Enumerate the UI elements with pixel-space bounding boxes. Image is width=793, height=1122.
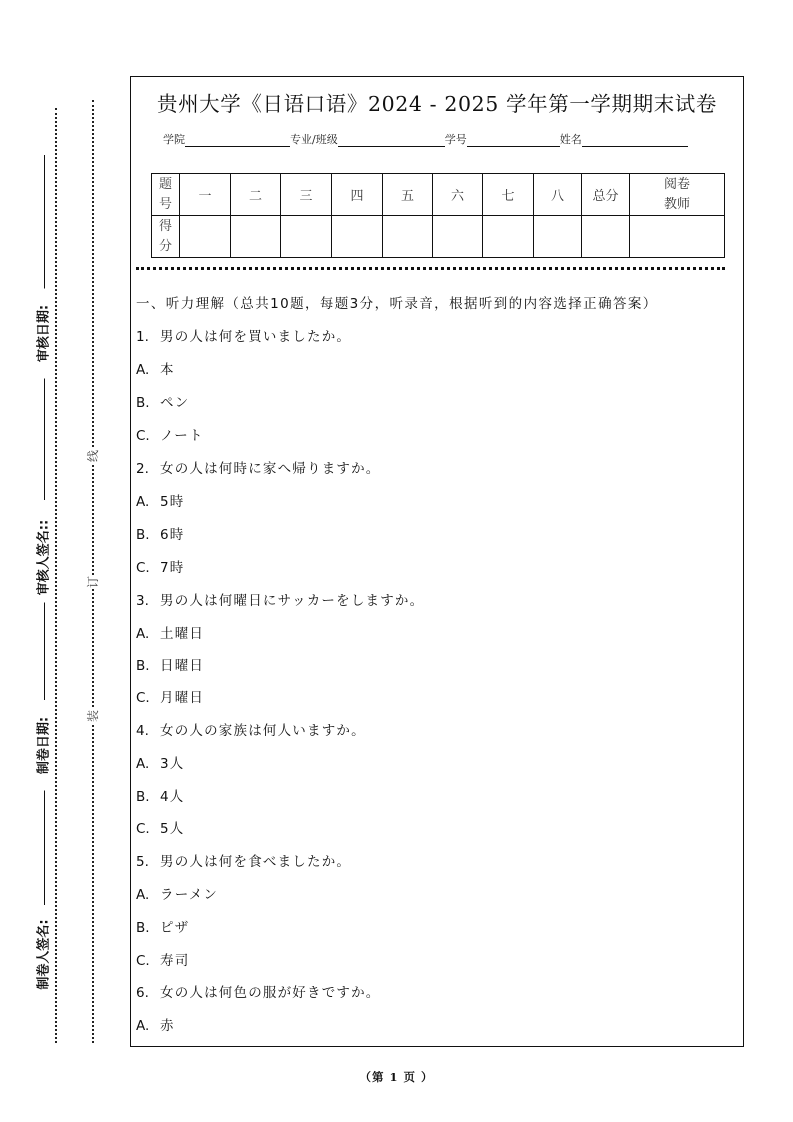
question-text: 男の人は何曜日にサッカーをしますか。 — [160, 593, 425, 609]
option-4c[interactable] — [136, 817, 185, 837]
option-text: 5人 — [160, 821, 185, 837]
option-text: ピザ — [160, 920, 190, 936]
option-text: 赤 — [160, 1018, 175, 1034]
question-text: 女の人は何色の服が好きですか。 — [160, 985, 381, 1001]
option-letter: A. — [136, 362, 150, 378]
binding-char-bind: 装 — [86, 710, 100, 723]
option-text: 日曜日 — [160, 658, 205, 674]
option-text: 6時 — [160, 527, 185, 543]
option-letter: C. — [136, 560, 150, 576]
question-text: 男の人は何を食べましたか。 — [160, 854, 352, 870]
option-letter: B. — [136, 789, 150, 805]
col-header-8: 八 — [534, 174, 582, 216]
score-cell-7[interactable] — [483, 216, 534, 258]
question-5 — [136, 850, 351, 870]
score-table — [151, 173, 725, 258]
binding-char-line: 线 — [86, 450, 100, 463]
col-header-grader — [630, 174, 725, 216]
reviewer-signature-line — [44, 362, 45, 500]
preparer-signature-label: 制卷人签名: — [33, 910, 52, 1000]
col-header-6: 六 — [433, 174, 483, 216]
dotted-separator — [136, 267, 725, 270]
option-text: 月曜日 — [160, 690, 205, 706]
option-letter: A. — [136, 887, 150, 903]
col-header-total: 总分 — [582, 174, 630, 216]
question-1 — [136, 325, 351, 345]
row-label-char: 分 — [158, 238, 172, 254]
question-number: 5. — [136, 854, 149, 870]
major-class-field[interactable] — [338, 134, 445, 147]
option-letter: B. — [136, 527, 150, 543]
question-text: 男の人は何を買いましたか。 — [160, 329, 352, 345]
option-5b[interactable] — [136, 916, 189, 936]
col-header-3: 三 — [281, 174, 332, 216]
score-cell-6[interactable] — [433, 216, 483, 258]
option-text: ペン — [160, 395, 190, 411]
score-cell-4[interactable] — [332, 216, 383, 258]
question-number-header — [152, 174, 180, 216]
option-2a[interactable] — [136, 490, 185, 510]
score-table-header-row — [152, 174, 725, 216]
question-number: 4. — [136, 723, 149, 739]
prepare-date-line — [44, 775, 45, 905]
option-text: ラーメン — [160, 887, 219, 903]
score-cell-8[interactable] — [534, 216, 582, 258]
option-3a[interactable] — [136, 622, 204, 642]
binding-char-staple: 订 — [86, 576, 100, 589]
option-letter: C. — [136, 953, 150, 969]
option-3c[interactable] — [136, 686, 204, 706]
student-id-field[interactable] — [467, 134, 560, 147]
question-6 — [136, 981, 381, 1001]
exam-title: 贵州大学《日语口语》2024 - 2025 学年第一学期期末试卷 — [156, 92, 718, 116]
option-letter: A. — [136, 626, 150, 642]
grader-label-line2: 教师 — [663, 196, 690, 212]
option-text: ノート — [160, 428, 204, 444]
row-label-char: 题 — [158, 176, 172, 192]
name-field[interactable] — [582, 134, 688, 147]
grader-label-line1: 阅卷 — [663, 176, 690, 192]
option-letter: A. — [136, 756, 150, 772]
college-field[interactable] — [185, 134, 290, 147]
col-header-2: 二 — [231, 174, 281, 216]
option-1c[interactable] — [136, 424, 204, 444]
option-letter: A. — [136, 494, 150, 510]
score-cell-5[interactable] — [383, 216, 433, 258]
student-id-label: 学号 — [444, 133, 467, 146]
student-info-row — [163, 131, 688, 147]
question-2 — [136, 457, 381, 477]
option-5a[interactable] — [136, 883, 218, 903]
score-cell-total[interactable] — [582, 216, 630, 258]
option-2b[interactable] — [136, 523, 185, 543]
option-text: 本 — [160, 362, 175, 378]
option-4b[interactable] — [136, 785, 185, 805]
score-row-header — [152, 216, 180, 258]
question-text: 女の人は何時に家へ帰りますか。 — [160, 461, 381, 477]
option-1b[interactable] — [136, 391, 189, 411]
option-letter: C. — [136, 690, 150, 706]
option-letter: B. — [136, 395, 150, 411]
question-number: 3. — [136, 593, 149, 609]
question-text: 女の人の家族は何人いますか。 — [160, 723, 366, 739]
col-header-4: 四 — [332, 174, 383, 216]
page-number: （第 1 页 ） — [359, 1070, 434, 1084]
option-letter: B. — [136, 920, 150, 936]
option-letter: A. — [136, 1018, 150, 1034]
major-class-label: 专业/班级 — [290, 133, 338, 146]
score-table-score-row — [152, 216, 725, 258]
option-text: 寿司 — [160, 953, 190, 969]
col-header-1: 一 — [180, 174, 231, 216]
option-5c[interactable] — [136, 949, 189, 969]
row-label-char: 得 — [158, 218, 172, 234]
question-3 — [136, 589, 424, 609]
option-text: 3人 — [160, 756, 185, 772]
option-letter: C. — [136, 821, 150, 837]
score-cell-grader[interactable] — [630, 216, 725, 258]
option-text: 4人 — [160, 789, 185, 805]
option-text: 土曜日 — [160, 626, 205, 642]
question-number: 2. — [136, 461, 149, 477]
option-4a[interactable] — [136, 752, 185, 772]
reviewer-signature-label: 审核人签名:: — [33, 513, 52, 603]
option-6a[interactable] — [136, 1014, 175, 1034]
question-4 — [136, 719, 366, 739]
option-text: 5時 — [160, 494, 185, 510]
section-heading: 一、听力理解（总共10题，每题3分，听录音，根据听到的内容选择正确答案） — [136, 296, 658, 312]
question-number: 1. — [136, 329, 149, 345]
col-header-7: 七 — [483, 174, 534, 216]
outer-dotted-cut-line — [55, 108, 57, 1043]
question-number: 6. — [136, 985, 149, 1001]
option-1a[interactable] — [136, 358, 175, 378]
review-date-label: 审核日期: — [33, 289, 52, 379]
college-label: 学院 — [163, 133, 185, 146]
col-header-5: 五 — [383, 174, 433, 216]
option-text: 7時 — [160, 560, 185, 576]
exam-paper-frame — [130, 76, 744, 1047]
inner-dotted-binding-line — [92, 100, 94, 1043]
name-label: 姓名 — [559, 133, 582, 146]
option-letter: B. — [136, 658, 150, 674]
score-cell-2[interactable] — [231, 216, 281, 258]
option-2c[interactable] — [136, 556, 185, 576]
row-label-char: 号 — [158, 196, 172, 212]
reviewer-signature-line-lower — [44, 595, 45, 700]
score-cell-1[interactable] — [180, 216, 231, 258]
prepare-date-label: 制卷日期: — [33, 701, 52, 791]
score-cell-3[interactable] — [281, 216, 332, 258]
option-letter: C. — [136, 428, 150, 444]
option-3b[interactable] — [136, 654, 204, 674]
review-date-line — [44, 155, 45, 293]
